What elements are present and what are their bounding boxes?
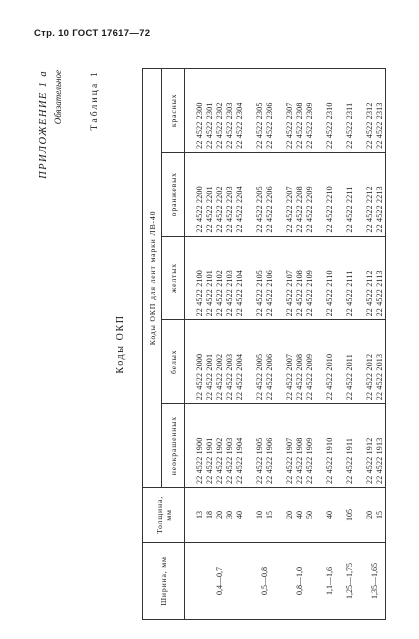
okp-code: 22 4522 2103 (225, 270, 234, 317)
okp-code: 22 4522 2000 (195, 353, 204, 401)
okp-code: 22 4522 2113 (375, 270, 384, 317)
code-cell-orange (345, 152, 355, 236)
spacer-row (275, 69, 285, 620)
okp-code: 22 4522 1902 (215, 437, 224, 484)
code-cell-red (285, 69, 315, 153)
table-title: Коды ОКП (115, 314, 126, 374)
table-row (365, 69, 386, 620)
thickness-value: 15 (265, 511, 274, 519)
thickness-value: 10 (255, 511, 264, 519)
okp-code: 22 4522 2307 (285, 102, 294, 149)
okp-code: 22 4522 2301 (205, 102, 214, 149)
thickness-value: 40 (295, 511, 304, 519)
okp-code: 22 4522 2200 (195, 186, 204, 233)
okp-code: 22 4522 2003 (225, 353, 234, 401)
okp-code: 22 4522 1909 (305, 437, 314, 484)
okp-code: 22 4522 2210 (325, 186, 334, 233)
okp-code: 22 4522 2302 (215, 102, 224, 149)
code-cell-uncolored (365, 404, 386, 488)
okp-code: 22 4522 2110 (325, 270, 334, 317)
okp-code: 22 4522 2112 (365, 270, 374, 317)
table-row (195, 69, 245, 620)
code-cell-red (255, 69, 275, 153)
col-group-header: Коды ОКП для лент марки ЛВ-40 (143, 69, 162, 488)
thickness-cell (255, 488, 275, 543)
code-cell-white (195, 320, 245, 404)
okp-code: 22 4522 1911 (345, 437, 354, 484)
thickness-value: 20 (365, 511, 374, 519)
spacer-row (335, 69, 345, 620)
okp-code: 22 4522 2312 (365, 102, 374, 149)
okp-codes-table (142, 68, 386, 620)
okp-code: 22 4522 2104 (235, 270, 244, 317)
okp-code: 22 4522 1901 (205, 437, 214, 484)
thickness-value: 20 (215, 511, 224, 519)
code-cell-red (365, 69, 386, 153)
okp-code: 22 4522 2001 (205, 353, 214, 401)
okp-code: 22 4522 2109 (305, 270, 314, 317)
thickness-value: 40 (235, 511, 244, 519)
table-row (255, 69, 275, 620)
width-cell: 0,8—1,0 (285, 543, 315, 620)
okp-code: 22 4522 2011 (345, 354, 354, 401)
code-cell-yellow (325, 236, 335, 320)
okp-code: 22 4522 2306 (265, 102, 274, 149)
code-cell-uncolored (195, 404, 245, 488)
okp-code: 22 4522 2208 (295, 186, 304, 233)
col-red-header: красных (162, 69, 185, 153)
code-cell-orange (195, 152, 245, 236)
table-row (285, 69, 315, 620)
okp-code: 22 4522 1907 (285, 437, 294, 484)
okp-code: 22 4522 2304 (235, 102, 244, 149)
okp-code: 22 4522 2007 (285, 353, 294, 401)
code-cell-orange (325, 152, 335, 236)
okp-code: 22 4522 2009 (305, 353, 314, 401)
okp-code: 22 4522 1904 (235, 437, 244, 484)
okp-code: 22 4522 2305 (255, 102, 264, 149)
okp-code: 22 4522 1905 (255, 437, 264, 484)
okp-code: 22 4522 2005 (255, 353, 264, 401)
code-cell-uncolored (345, 404, 355, 488)
code-cell-yellow (365, 236, 386, 320)
code-cell-red (325, 69, 335, 153)
code-cell-white (365, 320, 386, 404)
table-label: Таблица 1 (90, 70, 100, 131)
okp-code: 22 4522 2002 (215, 353, 224, 401)
okp-code: 22 4522 2309 (305, 102, 314, 149)
col-thickness-header: Толщина, мм (143, 488, 185, 543)
code-cell-white (325, 320, 335, 404)
code-cell-orange (285, 152, 315, 236)
thickness-value: 18 (205, 511, 214, 519)
okp-code: 22 4522 2203 (225, 186, 234, 233)
thickness-value: 50 (305, 511, 314, 519)
okp-code: 22 4522 2006 (265, 353, 274, 401)
thickness-cell (325, 488, 335, 543)
okp-code: 22 4522 2205 (255, 186, 264, 233)
width-cell: 0,4—0,7 (195, 543, 245, 620)
okp-code: 22 4522 2107 (285, 270, 294, 317)
thickness-cell (345, 488, 355, 543)
code-cell-uncolored (285, 404, 315, 488)
okp-code: 22 4522 1908 (295, 437, 304, 484)
thickness-cell (195, 488, 245, 543)
okp-code: 22 4522 1906 (265, 437, 274, 484)
code-cell-red (195, 69, 245, 153)
width-cell: 0,5—0,8 (255, 543, 275, 620)
col-orange-header: оранжевых (162, 152, 185, 236)
okp-code: 22 4522 1910 (325, 437, 334, 484)
okp-code: 22 4522 2008 (295, 353, 304, 401)
okp-code: 22 4522 2004 (235, 353, 244, 401)
col-width-header: Ширина, мм (143, 543, 185, 620)
okp-code: 22 4522 2207 (285, 186, 294, 233)
rotated-page-content (32, 64, 392, 624)
okp-code: 22 4522 2213 (375, 186, 384, 233)
thickness-value: 15 (375, 511, 384, 519)
okp-code: 22 4522 2105 (255, 270, 264, 317)
okp-code: 22 4522 2300 (195, 102, 204, 149)
thickness-cell (365, 488, 386, 543)
okp-code: 22 4522 2209 (305, 186, 314, 233)
width-cell: 1,35—1,65 (365, 543, 386, 620)
okp-code: 22 4522 2202 (215, 186, 224, 233)
code-cell-red (345, 69, 355, 153)
okp-code: 22 4522 2100 (195, 270, 204, 317)
table-row (325, 69, 335, 620)
col-uncolored-header: неокрашенных (162, 404, 185, 488)
okp-code: 22 4522 2308 (295, 102, 304, 149)
okp-code: 22 4522 2012 (365, 353, 374, 401)
okp-code: 22 4522 2311 (345, 102, 354, 149)
thickness-value: 40 (325, 511, 334, 519)
okp-code: 22 4522 2211 (345, 186, 354, 233)
okp-code: 22 4522 2204 (235, 186, 244, 233)
okp-code: 22 4522 1913 (375, 437, 384, 484)
appendix-title: ПРИЛОЖЕНИЕ 1 а (38, 70, 49, 179)
col-white-header: белых (162, 320, 185, 404)
okp-code: 22 4522 2303 (225, 102, 234, 149)
okp-code: 22 4522 1900 (195, 437, 204, 484)
okp-code: 22 4522 2310 (325, 102, 334, 149)
code-cell-yellow (285, 236, 315, 320)
spacer-row (185, 69, 196, 620)
table-body (185, 69, 386, 620)
okp-code: 22 4522 2206 (265, 186, 274, 233)
code-cell-orange (365, 152, 386, 236)
code-cell-uncolored (325, 404, 335, 488)
okp-code: 22 4522 2111 (345, 270, 354, 317)
code-cell-white (285, 320, 315, 404)
code-cell-white (255, 320, 275, 404)
okp-code: 22 4522 1912 (365, 437, 374, 484)
code-cell-orange (255, 152, 275, 236)
okp-code: 22 4522 2201 (205, 186, 214, 233)
appendix-subtitle: Обязательное (53, 70, 63, 125)
table-row (345, 69, 355, 620)
spacer-row (245, 69, 255, 620)
thickness-cell (285, 488, 315, 543)
thickness-value: 105 (345, 509, 354, 521)
thickness-value: 30 (225, 511, 234, 519)
okp-code: 22 4522 2313 (375, 102, 384, 149)
code-cell-yellow (345, 236, 355, 320)
okp-code: 22 4522 2101 (205, 270, 214, 317)
code-cell-yellow (255, 236, 275, 320)
width-cell: 1,1—1,6 (325, 543, 335, 620)
okp-code: 22 4522 1903 (225, 437, 234, 484)
okp-code: 22 4522 2102 (215, 270, 224, 317)
okp-code: 22 4522 2013 (375, 353, 384, 401)
code-cell-yellow (195, 236, 245, 320)
width-cell: 1,25—1,75 (345, 543, 355, 620)
code-cell-uncolored (255, 404, 275, 488)
thickness-value: 13 (195, 511, 204, 519)
okp-code: 22 4522 2010 (325, 353, 334, 401)
spacer-row (355, 69, 365, 620)
okp-code: 22 4522 2212 (365, 186, 374, 233)
thickness-value: 20 (285, 511, 294, 519)
col-yellow-header: желтых (162, 236, 185, 320)
okp-code: 22 4522 2108 (295, 270, 304, 317)
page-header: Стр. 10 ГОСТ 17617—72 (34, 28, 151, 39)
spacer-row (315, 69, 325, 620)
okp-code: 22 4522 2106 (265, 270, 274, 317)
code-cell-white (345, 320, 355, 404)
